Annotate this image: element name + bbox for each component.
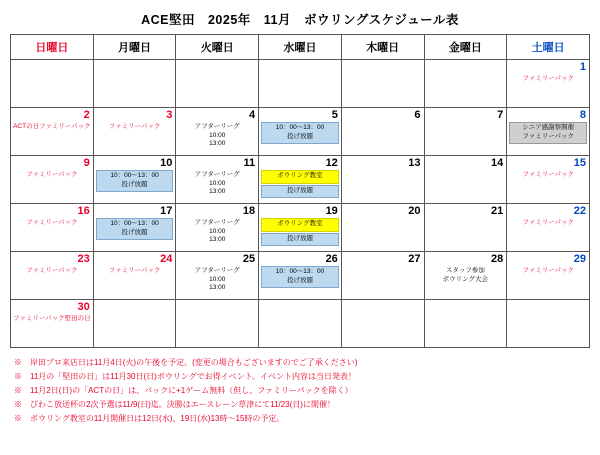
event-line: スタッフ参加 — [445, 267, 485, 274]
day-number: 5 — [331, 109, 338, 121]
calendar-empty-cell — [341, 60, 424, 108]
event-line: 投げ放題 — [286, 132, 313, 140]
event-note — [509, 219, 587, 228]
day-number: 9 — [83, 157, 90, 169]
day-number: 28 — [490, 253, 504, 265]
event-line: ファミリーパック — [522, 219, 574, 226]
calendar-empty-cell — [424, 60, 507, 108]
calendar-week-row — [11, 60, 590, 108]
event-line: 10：00～13：00 — [275, 124, 325, 131]
calendar-day-cell[interactable] — [93, 252, 176, 300]
event-line: 10:00 — [209, 227, 226, 235]
event-line: ファミリーパック — [522, 171, 574, 178]
event-line: ファミリーパック — [108, 123, 161, 130]
event-line: 投げ放題 — [121, 180, 148, 188]
event-box — [261, 266, 339, 288]
event-note — [509, 171, 587, 180]
day-number: 18 — [242, 205, 256, 217]
day-number: 30 — [77, 301, 90, 313]
day-number — [344, 61, 422, 73]
day-number: 26 — [325, 253, 338, 265]
calendar-day-cell[interactable] — [424, 156, 507, 204]
event-line: 10:00 — [209, 179, 226, 187]
calendar-empty-cell — [93, 300, 176, 348]
footnote-item: ※ 11月の「堅田の日」は11月30日(日)ボウリングでお得イベント。イベント内容は当日発表！ — [14, 372, 356, 381]
day-number — [344, 301, 422, 313]
day-number: 7 — [497, 109, 504, 121]
day-number — [509, 301, 587, 313]
event-line: 13:00 — [209, 140, 226, 147]
calendar-day-cell[interactable] — [341, 252, 424, 300]
day-number: 13 — [408, 157, 421, 169]
event-box — [178, 218, 256, 247]
event-box — [178, 266, 256, 295]
calendar-empty-cell — [93, 60, 176, 108]
event-note — [96, 267, 174, 276]
event-line: 10:00 — [209, 131, 226, 139]
event-note — [509, 267, 587, 276]
calendar-day-cell[interactable] — [176, 204, 259, 252]
weekday-header-fri: 金曜日 — [424, 35, 507, 60]
weekday-header-sat: 土曜日 — [507, 35, 590, 60]
event-line: アフターリーグ — [194, 123, 240, 130]
footnote-item: ※ 11月2日(日)の「ACTの日」は、パックに+1ゲーム無料（但し、ファミリーパックを除く） — [14, 386, 353, 395]
calendar-week-row — [11, 156, 590, 204]
calendar-day-cell[interactable] — [507, 156, 590, 204]
event-line: ボウリング教室 — [277, 220, 323, 227]
day-number — [178, 301, 256, 313]
day-number — [427, 301, 505, 313]
event-line: ファミリーパック — [39, 123, 91, 130]
calendar-empty-cell — [259, 300, 342, 348]
event-line: アフターリーグ — [194, 267, 240, 274]
event-note — [13, 123, 91, 132]
day-number: 24 — [160, 253, 173, 265]
calendar-day-cell[interactable] — [424, 252, 507, 300]
day-number: 2 — [83, 109, 90, 121]
event-line: ファミリーパック — [522, 75, 574, 82]
event-note — [96, 123, 174, 132]
event-line: アフターリーグ — [194, 219, 240, 226]
calendar-day-cell[interactable] — [93, 156, 176, 204]
calendar-day-cell[interactable] — [11, 300, 94, 348]
day-number: 29 — [573, 253, 586, 265]
calendar-day-cell[interactable] — [259, 204, 342, 252]
weekday-header-mon: 月曜日 — [93, 35, 176, 60]
event-note — [13, 315, 91, 324]
day-number: 15 — [573, 157, 586, 169]
calendar-day-cell[interactable] — [341, 204, 424, 252]
calendar-day-cell[interactable] — [176, 108, 259, 156]
day-number: 11 — [243, 157, 256, 169]
event-box — [96, 170, 174, 192]
footnote-item: ※ 岸田プロ来店日は11月4日(火)の午後を予定。(変更の場合もございますのでご了承ください) — [14, 358, 358, 367]
event-box — [96, 218, 174, 240]
event-line: ACTの日 — [13, 123, 40, 130]
footnote-item: ※ ボウリング教室の11月開催日は12日(水)、19日(水)13時～15時の予定。 — [14, 414, 285, 423]
calendar-week-row — [11, 108, 590, 156]
calendar-table — [10, 34, 590, 348]
weekday-header-wed: 水曜日 — [259, 35, 342, 60]
calendar-empty-cell — [176, 60, 259, 108]
weekday-header-sun: 日曜日 — [11, 35, 94, 60]
day-number: 23 — [77, 253, 90, 265]
event-line: 投げ放題 — [286, 276, 313, 284]
calendar-day-cell[interactable] — [507, 108, 590, 156]
event-box — [261, 170, 339, 184]
calendar-day-cell[interactable] — [507, 204, 590, 252]
event-line: 堅田の日 — [64, 315, 91, 322]
footnotes — [10, 356, 590, 426]
calendar-day-cell[interactable] — [259, 108, 342, 156]
day-number: 8 — [579, 109, 586, 121]
day-number — [427, 61, 505, 73]
day-number: 19 — [325, 205, 338, 217]
event-line: シニア感謝祭開催 — [522, 124, 575, 131]
calendar-day-cell[interactable] — [11, 204, 94, 252]
event-box — [509, 122, 587, 144]
calendar-day-cell[interactable] — [259, 252, 342, 300]
day-number: 20 — [408, 205, 421, 217]
event-line: ボウリング大会 — [442, 275, 489, 283]
event-box — [178, 122, 256, 151]
event-note — [509, 75, 587, 84]
day-number: 16 — [77, 205, 90, 217]
event-line: 13:00 — [209, 284, 226, 291]
calendar-day-cell[interactable] — [11, 156, 94, 204]
event-line: ファミリーパック — [26, 219, 78, 226]
day-number: 12 — [325, 157, 338, 169]
event-line: アフターリーグ — [194, 171, 240, 178]
day-number: 6 — [414, 109, 421, 121]
day-number: 1 — [579, 61, 586, 73]
event-box — [178, 170, 256, 199]
event-box — [261, 122, 339, 144]
calendar-day-cell[interactable] — [259, 156, 342, 204]
calendar-body — [11, 60, 590, 348]
day-number: 17 — [160, 205, 173, 217]
calendar-week-row — [11, 204, 590, 252]
calendar-day-cell[interactable] — [176, 156, 259, 204]
event-line: ボウリング教室 — [277, 172, 323, 179]
calendar-day-cell[interactable] — [11, 252, 94, 300]
calendar-empty-cell — [259, 60, 342, 108]
footnote-item: ※ びわこ放送杯の2次予選は11/9(日)迄。決勝はエースレーン草津にて11/23(日)に開催！ — [14, 400, 335, 409]
event-line: 10：00～13：00 — [110, 220, 159, 227]
event-line: 投げ放題 — [286, 186, 313, 194]
calendar-day-cell[interactable] — [341, 156, 424, 204]
event-line: 投げ放題 — [121, 228, 148, 236]
event-note — [13, 267, 91, 276]
calendar-day-cell[interactable] — [507, 252, 590, 300]
calendar-empty-cell — [341, 300, 424, 348]
event-line: ファミリーパック — [26, 267, 78, 274]
day-number: 14 — [490, 157, 504, 169]
event-note — [13, 219, 91, 228]
day-number: 21 — [490, 205, 504, 217]
event-line: ファミリーパック — [522, 132, 574, 140]
event-line: ファミリーパック — [26, 171, 78, 178]
day-number — [261, 301, 339, 313]
calendar-day-cell[interactable] — [424, 108, 507, 156]
day-number — [178, 61, 256, 73]
calendar-day-cell[interactable] — [93, 108, 176, 156]
event-box — [261, 218, 339, 232]
event-line: 10：00～13：00 — [275, 268, 325, 275]
event-line: ファミリーパック — [108, 267, 161, 274]
event-line: 13:00 — [209, 188, 226, 195]
calendar-empty-cell — [11, 60, 94, 108]
day-number: 3 — [166, 109, 173, 121]
event-line: 10:00 — [209, 275, 226, 283]
day-number — [13, 61, 91, 73]
day-number: 25 — [242, 253, 256, 265]
calendar-empty-cell — [507, 300, 590, 348]
calendar-day-cell[interactable] — [93, 204, 176, 252]
calendar-day-cell[interactable] — [341, 108, 424, 156]
day-number — [261, 61, 339, 73]
day-number: 22 — [573, 205, 586, 217]
calendar-day-cell[interactable] — [507, 60, 590, 108]
weekday-header-tue: 火曜日 — [176, 35, 259, 60]
calendar-week-row — [11, 252, 590, 300]
event-line: 10：00～13：00 — [110, 172, 159, 179]
day-number: 10 — [160, 157, 173, 169]
calendar-day-cell[interactable] — [176, 252, 259, 300]
day-number — [96, 61, 174, 73]
day-number: 27 — [408, 253, 421, 265]
calendar-day-cell[interactable] — [11, 108, 94, 156]
calendar-week-row — [11, 300, 590, 348]
page-title: ACE堅田 2025年 11月 ボウリングスケジュール表 — [141, 13, 459, 27]
calendar-day-cell[interactable] — [424, 204, 507, 252]
event-line: ファミリーパック — [522, 267, 574, 274]
event-line: ファミリーパック — [13, 315, 65, 322]
day-number: 4 — [248, 109, 256, 121]
event-box — [261, 233, 339, 247]
event-line: 13:00 — [209, 236, 226, 243]
calendar-empty-cell — [176, 300, 259, 348]
calendar-header-row — [11, 35, 590, 60]
event-box — [261, 185, 339, 199]
day-number — [96, 301, 174, 313]
event-note — [13, 171, 91, 180]
event-line: 投げ放題 — [286, 234, 313, 242]
calendar-empty-cell — [424, 300, 507, 348]
weekday-header-thu: 木曜日 — [341, 35, 424, 60]
event-box — [427, 266, 505, 286]
